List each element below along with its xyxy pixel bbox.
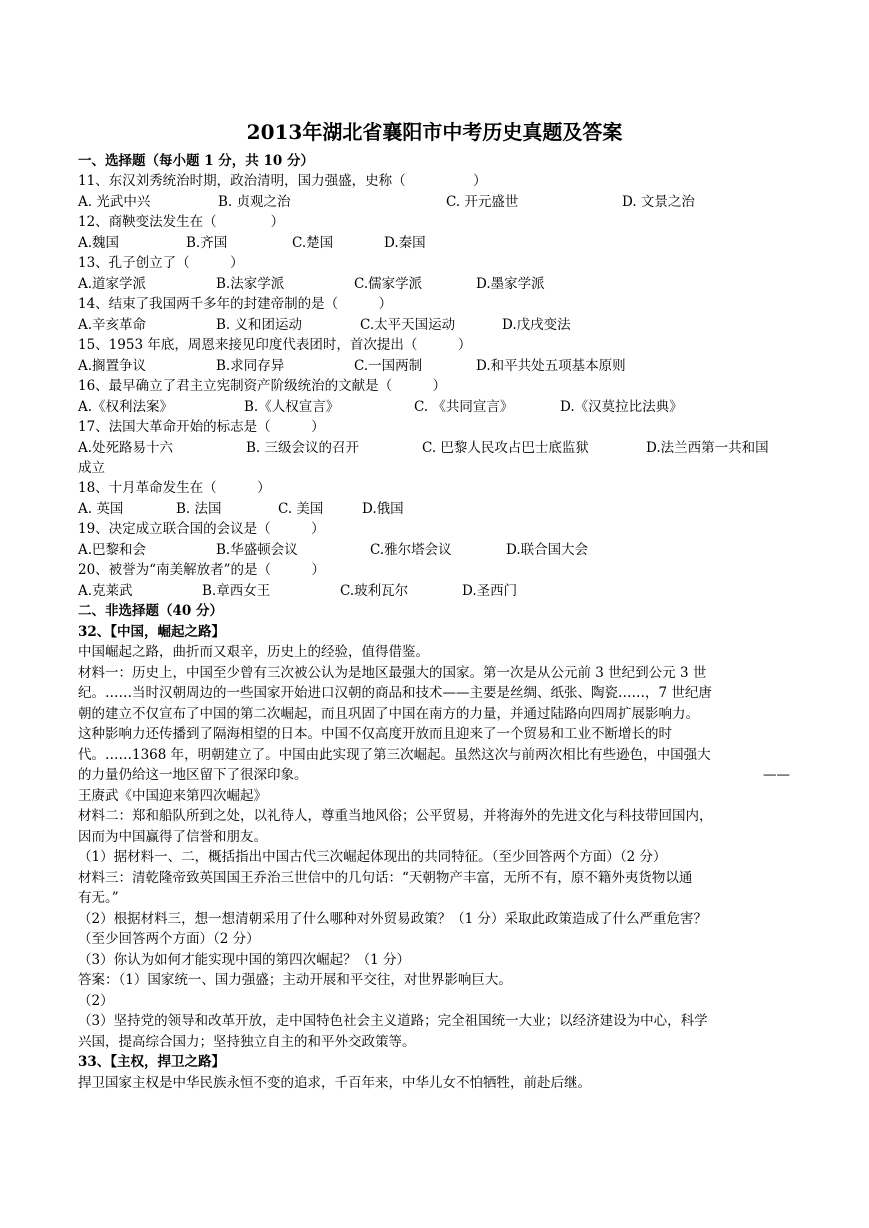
option: C.儒家学派 bbox=[354, 276, 423, 292]
section-heading-choice: 一、选择题（每小题 1 分，共 10 分） bbox=[78, 153, 314, 169]
option: D.墨家学派 bbox=[476, 276, 545, 292]
page-title: 2013年湖北省襄阳市中考历史真题及答案 bbox=[246, 120, 623, 144]
attribution-dash: —— bbox=[763, 767, 790, 783]
body-line: 捍卫国家主权是中华民族永恒不变的追求，千百年来，中华儿女不怕牺牲，前赴后继。 bbox=[78, 1075, 591, 1091]
option: A.魏国 bbox=[78, 235, 120, 251]
option: B.法家学派 bbox=[216, 276, 285, 292]
body-line: 纪。……当时汉朝周边的一些国家开始进口汉朝的商品和技术——主要是丝绸、纸张、陶瓷……，7 世纪唐 bbox=[78, 685, 712, 701]
body-line: 这种影响力还传播到了隔海相望的日本。中国不仅高度开放而且迎来了一个贸易和工业不断增长的时 bbox=[78, 726, 672, 742]
answer-line: （3）坚持党的领导和改革开放，走中国特色社会主义道路；完全祖国统一大业；以经济建设为中心，科学 bbox=[78, 1013, 708, 1029]
body-line: 朝的建立不仅宣布了中国的第二次崛起，而且巩固了中国在南方的力量，并通过陆路向四周扩展影响力。 bbox=[78, 706, 699, 722]
option: C.太平天国运动 bbox=[360, 317, 456, 333]
option: B.华盛顿会议 bbox=[216, 542, 298, 558]
question-stem: 12、商鞅变法发生在（ ） bbox=[78, 214, 285, 230]
question-stem: 19、决定成立联合国的会议是（ ） bbox=[78, 521, 325, 537]
option: B.齐国 bbox=[186, 235, 228, 251]
option: B.章西女王 bbox=[202, 583, 271, 599]
question-stem: 13、孔子创立了（ ） bbox=[78, 255, 244, 271]
option: B. 法国 bbox=[176, 501, 222, 517]
option: C.雅尔塔会议 bbox=[370, 542, 452, 558]
body-line: 材料一：历史上，中国至少曾有三次被公认为是地区最强大的国家。第一次是从公元前 3 世纪到公元 3 世 bbox=[78, 665, 707, 681]
option: C. 开元盛世 bbox=[446, 194, 519, 210]
option: C. 美国 bbox=[278, 501, 324, 517]
option: B. 贞观之治 bbox=[218, 194, 291, 210]
option: B. 三级会议的召开 bbox=[246, 440, 360, 456]
question-stem: 16、最早确立了君主立宪制资产阶级统治的文献是（ ） bbox=[78, 378, 447, 394]
answer-line: 兴国，提高综合国力；坚持独立自主的和平外交政策等。 bbox=[78, 1034, 416, 1050]
body-line: 材料二：郑和船队所到之处，以礼待人，尊重当地风俗；公平贸易，并将海外的先进文化与科技带回国内， bbox=[78, 808, 713, 824]
sub-question: （1）据材料一、二，概括指出中国古代三次崛起体现出的共同特征。（至少回答两个方面）（2 分） bbox=[78, 849, 667, 865]
body-line: 有无。” bbox=[78, 890, 119, 906]
option: D. 文景之治 bbox=[622, 194, 695, 210]
option: D.俄国 bbox=[362, 501, 404, 517]
option: A. 光武中兴 bbox=[78, 194, 151, 210]
option: D.联合国大会 bbox=[506, 542, 589, 558]
option: D.法兰西第一共和国 bbox=[646, 440, 769, 456]
option: D.《汉莫拉比法典》 bbox=[560, 399, 683, 415]
option: B.《人权宣言》 bbox=[244, 399, 340, 415]
option: D.秦国 bbox=[384, 235, 426, 251]
option: B. 义和团运动 bbox=[216, 317, 303, 333]
option: C.楚国 bbox=[292, 235, 334, 251]
body-line: 中国崛起之路，曲折而又艰辛，历史上的经验，值得借鉴。 bbox=[78, 644, 429, 660]
question-stem: 15、1953 年底，周恩来接见印度代表团时，首次提出（ ） bbox=[78, 337, 472, 353]
option: A.辛亥革命 bbox=[78, 317, 147, 333]
sub-question: （3）你认为如何才能实现中国的第四次崛起？（1 分） bbox=[78, 952, 410, 968]
question-stem: 17、法国大革命开始的标志是（ ） bbox=[78, 419, 325, 435]
option: A.巴黎和会 bbox=[78, 542, 147, 558]
option: A.《权利法案》 bbox=[78, 399, 174, 415]
question-heading: 33、【主权，捍卫之路】 bbox=[78, 1054, 226, 1070]
attribution: 王赓武《中国迎来第四次崛起》 bbox=[78, 788, 267, 804]
answer-line: （2） bbox=[78, 993, 114, 1009]
question-heading: 32、【中国，崛起之路】 bbox=[78, 624, 226, 640]
option: A.搁置争议 bbox=[78, 358, 147, 374]
question-stem: 20、被誉为“南美解放者”的是（ ） bbox=[78, 562, 325, 578]
option: A.处死路易十六 bbox=[78, 440, 174, 456]
sub-question: （至少回答两个方面）（2 分） bbox=[78, 931, 260, 947]
question-stem: 14、结束了我国两千多年的封建帝制的是（ ） bbox=[78, 296, 393, 312]
question-stem: 11、东汉刘秀统治时期，政治清明，国力强盛，史称（ ） bbox=[78, 173, 487, 189]
question-stem: 18、十月革命发生在（ ） bbox=[78, 480, 271, 496]
body-line: 材料三：清乾隆帝致英国国王乔治三世信中的几句话：“天朝物产丰富，无所不有，原不籍外夷货物以通 bbox=[78, 870, 693, 886]
section-heading-nonchoice: 二、非选择题（40 分） bbox=[78, 603, 223, 619]
option-wrap: 成立 bbox=[78, 460, 105, 476]
option: A.道家学派 bbox=[78, 276, 147, 292]
sub-question: （2）根据材料三，想一想清朝采用了什么哪种对外贸易政策？（1 分）采取此政策造成了什么严重危害？ bbox=[78, 911, 707, 927]
option: B.求同存异 bbox=[216, 358, 285, 374]
body-line bbox=[78, 765, 790, 785]
option: D.圣西门 bbox=[462, 583, 518, 599]
body-line: 代。……1368 年，明朝建立了。中国由此实现了第三次崛起。虽然这次与前两次相比有些逊色，中国强大 bbox=[78, 747, 711, 763]
option: C.玻利瓦尔 bbox=[340, 583, 409, 599]
option: A.克莱武 bbox=[78, 583, 133, 599]
body-line-text: 的力量仍给这一地区留下了很深印象。 bbox=[78, 767, 308, 783]
answer-line: 答案：（1）国家统一、国力强盛；主动开展和平交往，对世界影响巨大。 bbox=[78, 972, 512, 988]
option: A. 英国 bbox=[78, 501, 124, 517]
option: D.和平共处五项基本原则 bbox=[476, 358, 626, 374]
body-line: 因而为中国赢得了信誉和朋友。 bbox=[78, 829, 267, 845]
option: C.一国两制 bbox=[354, 358, 423, 374]
option: C. 《共同宣言》 bbox=[414, 399, 514, 415]
option: C. 巴黎人民攻占巴士底监狱 bbox=[422, 440, 589, 456]
option: D.戊戌变法 bbox=[502, 317, 571, 333]
